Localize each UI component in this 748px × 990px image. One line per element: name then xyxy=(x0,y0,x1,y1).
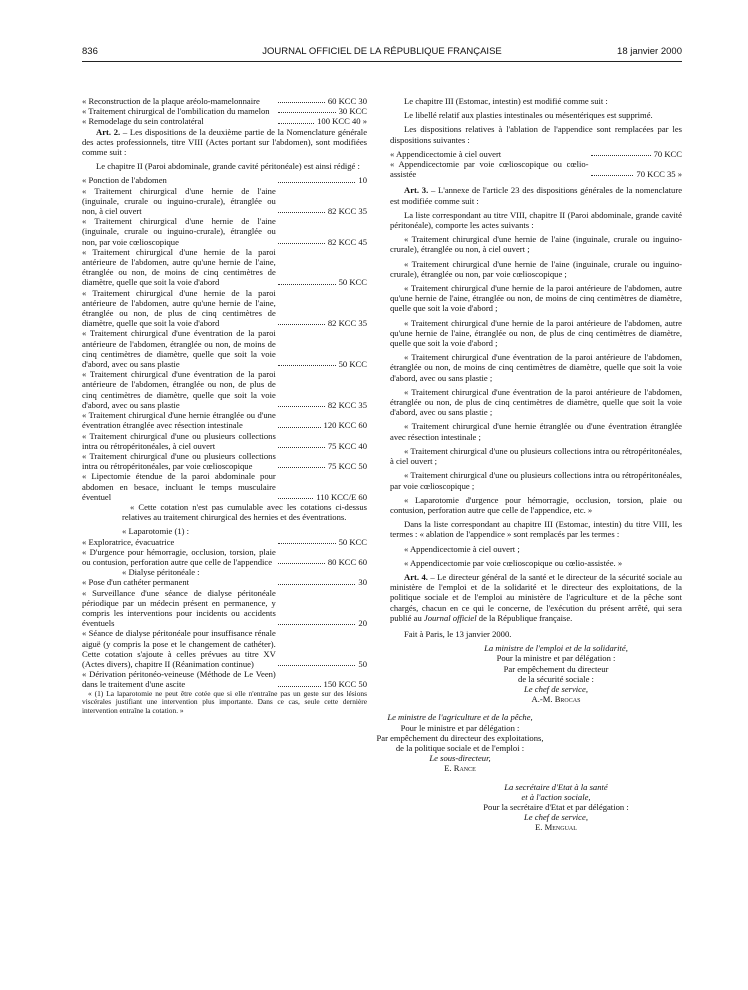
dot-leader xyxy=(278,406,325,407)
fait-a-paris: Fait à Paris, le 13 janvier 2000. xyxy=(404,628,512,639)
entry-text: « Traitement chirurgical d'une ou plusieurs collections intra ou rétropéritonéales, à ciel ouvert xyxy=(82,430,276,451)
sig2-name xyxy=(334,763,586,773)
dot-leader xyxy=(278,212,325,213)
list-intro: La liste correspondant au titre VIII, chapitre II (Paroi abdominale, grande cavité péritonéale), comporte les actes suivants : xyxy=(390,209,682,231)
page-number: 836 xyxy=(82,46,98,57)
sig3-name-prefix: E. xyxy=(535,822,545,833)
dot-leader xyxy=(278,665,356,666)
tariff-entry xyxy=(82,410,367,430)
entry-text: « Séance de dialyse péritonéale pour insuffisance rénale aiguë (y compris la pose et le changement de cathéter). Cette cotation s'ajoute à celles prévues au titre XV (Actes divers), chapitre II (Réanimation continue) xyxy=(82,628,276,669)
tariff-entry xyxy=(390,149,682,159)
entry-text: « Appendicectomie par voie cœlioscopique ou cœlio-assistée xyxy=(390,159,589,180)
entry-code: 75 KCC 40 xyxy=(327,440,367,451)
tariff-entry xyxy=(82,328,367,369)
journal-title: JOURNAL OFFICIEL DE LA RÉPUBLIQUE FRANÇAISE xyxy=(262,46,502,57)
sig1-minister: La ministre de l'emploi et de la solidarité, xyxy=(484,643,628,654)
dot-leader xyxy=(278,102,325,103)
entry-code: 30 xyxy=(358,577,367,588)
sig2-line1: Pour le ministre et par délégation : xyxy=(400,722,520,733)
sig3-name-surname: Mengual xyxy=(544,822,577,833)
tariff-entry xyxy=(82,247,367,288)
journal-officiel-ref: Journal officiel xyxy=(423,612,477,623)
tariff-entry xyxy=(82,116,367,126)
entry-code: 30 KCC xyxy=(338,106,367,117)
list-item: « Traitement chirurgical d'une éventration de la paroi antérieure de l'abdomen, étranglée ou non, de plus de cinq centimètres de diamètre, quelle que soit la voie d'abord, avec ou sans plastie ; xyxy=(390,386,682,418)
entry-text: « Traitement chirurgical d'une éventration de la paroi antérieure de l'abdomen, étranglée ou non, de moins de cinq centimètres de diamètre, quelle que soit la voie d'abord, avec ou sans plastie xyxy=(82,328,276,370)
tariff-entry xyxy=(82,451,367,471)
page-header xyxy=(82,46,682,60)
entry-code: 50 KCC xyxy=(338,359,367,370)
tariff-entry xyxy=(82,588,367,629)
dot-leader xyxy=(591,175,634,176)
tariff-entry xyxy=(82,628,367,669)
chapter-3-list-items xyxy=(390,544,682,568)
entry-code: 20 xyxy=(358,618,367,629)
tariff-entry xyxy=(82,288,367,329)
entries-group-d xyxy=(82,577,367,689)
dot-leader xyxy=(278,563,325,564)
entry-code: 82 KCC 35 xyxy=(327,318,367,329)
entry-code: 100 KCC 40 » xyxy=(317,116,367,127)
tariff-entry xyxy=(82,106,367,116)
tariff-entry xyxy=(82,175,367,185)
entry-code: 50 KCC xyxy=(338,536,367,547)
list-item: « Traitement chirurgical d'une éventration de la paroi antérieure de l'abdomen, étranglée ou non, de moins de cinq centimètres de diamètre, quelle que soit la voie d'abord, avec ou sans plastie ; xyxy=(390,352,682,383)
dot-leader xyxy=(278,365,336,366)
signature-block-3 xyxy=(430,782,682,833)
dot-leader xyxy=(278,686,321,687)
entry-text: « Dérivation péritonéo-veineuse (Méthode de Le Veen) dans le traitement d'une ascite xyxy=(82,669,276,690)
entry-text: « Traitement chirurgical d'une hernie de la paroi antérieure de l'abdomen, autre qu'une hernie de l'aine, étranglée ou non, de plus de cinq centimètres de diamètre, quelle que soit la voie d'abord xyxy=(82,287,276,329)
sig3-minister-2: et à l'action sociale, xyxy=(521,791,591,802)
dialyse-heading: « Dialyse péritonéale : xyxy=(122,567,200,578)
list-item: « Laparotomie d'urgence pour hémorragie, occlusion, torsion, plaie ou contusion, perforation autre que celle de l'appendice, etc. » xyxy=(390,494,682,515)
article-3-label: Art. 3. xyxy=(404,185,429,196)
article-3 xyxy=(390,185,682,205)
tariff-entry xyxy=(82,669,367,689)
entry-code: 120 KCC 60 xyxy=(323,420,367,431)
entry-text: « Lipectomie étendue de la paroi abdominale pour abdomen en besace, incluant le temps musculaire éventuel xyxy=(82,471,276,502)
dot-leader xyxy=(278,324,325,325)
sig2-line2: Par empêchement du directeur des exploitations, xyxy=(376,732,544,743)
entry-text: « Traitement chirurgical d'une éventration de la paroi antérieure de l'abdomen, étranglée ou non, de plus de cinq centimètres de diamètre, quelle que soit la voie d'abord, avec ou sans plastie xyxy=(82,369,276,410)
sig1-line3: de la sécurité sociale : xyxy=(518,673,594,684)
entry-code: 82 KCC 45 xyxy=(327,236,367,247)
dot-leader xyxy=(278,584,356,585)
tariff-entry xyxy=(82,471,367,502)
entry-text: « Reconstruction de la plaque aréolo-mamelonnaire xyxy=(82,96,260,106)
sig3-name xyxy=(430,822,682,832)
sig2-line3: de la politique sociale et de l'emploi : xyxy=(395,742,525,753)
sig1-line1: Pour la ministre et par délégation : xyxy=(496,653,616,664)
entry-code: 75 KCC 50 xyxy=(327,461,367,472)
entry-text: « Traitement chirurgical d'une hernie de l'aine (inguinale, crurale ou inguino-crurale), étranglée ou non, à ciel ouvert xyxy=(82,185,276,217)
entry-text: « Appendicectomie à ciel ouvert xyxy=(390,148,502,159)
entry-text: « D'urgence pour hémorragie, occlusion, torsion, plaie ou contusion, perforation autre que celle de l'appendice xyxy=(82,546,276,567)
chapter-3-list-intro: Dans la liste correspondant au chapitre III (Estomac, intestin) du titre VIII, les termes : « ablation de l'appendice » sont remplacés par les termes : xyxy=(390,519,682,540)
sig1-role: Le chef de service, xyxy=(524,683,588,694)
footnote: « (1) La laparotomie ne peut être cotée que si elle n'entraîne pas un geste sur des lésions viscérales justifiant une intervention plus importante. Dans ce cas, seule cette dernière intervention entraîne la cotation. » xyxy=(82,688,367,715)
signature-block-1 xyxy=(430,643,682,704)
tariff-entry xyxy=(82,547,367,567)
entry-text: « Traitement chirurgical d'une ou plusieurs collections intra ou rétropéritonéales, par voie cœlioscopique xyxy=(82,450,276,472)
entry-text: « Traitement chirurgical d'une hernie étranglée ou d'une éventration étranglée avec résection intestinale xyxy=(82,410,276,431)
tariff-entry xyxy=(82,577,367,587)
sig1-name-surname: Brocas xyxy=(554,694,581,705)
header-rule xyxy=(82,61,682,62)
tariff-entry xyxy=(82,369,367,410)
entry-code: 82 KCC 35 xyxy=(327,399,367,410)
entry-text: « Surveillance d'une séance de dialyse péritonéale périodique par un médecin présent en permanence, y compris les interventions pour incidents ou accidents éventuels xyxy=(82,587,276,629)
list-item: « Appendicectomie à ciel ouvert ; xyxy=(404,543,520,554)
dot-leader xyxy=(278,123,314,124)
list-item: « Traitement chirurgical d'une hernie étranglée ou d'une éventration étranglée avec résection intestinale ; xyxy=(390,421,682,442)
right-column xyxy=(376,96,683,841)
sig3-line1: Pour la secrétaire d'Etat et par délégation : xyxy=(483,801,629,812)
dot-leader xyxy=(278,467,325,468)
sig3-minister-1: La secrétaire d'Etat à la santé xyxy=(504,781,608,792)
article-4 xyxy=(390,572,682,623)
list-items xyxy=(390,234,682,515)
tariff-entry xyxy=(82,216,367,247)
sig2-minister: Le ministre de l'agriculture et de la pêche, xyxy=(387,712,533,723)
left-column xyxy=(82,96,367,715)
entry-text: « Pose d'un cathéter permanent xyxy=(82,577,190,588)
dot-leader xyxy=(278,284,336,285)
sig3-role: Le chef de service, xyxy=(524,812,588,823)
list-item: « Traitement chirurgical d'une ou plusieurs collections intra ou rétropéritonéales, par voie cœlioscopique ; xyxy=(390,470,682,491)
entry-code: 150 KCC 50 xyxy=(323,679,367,690)
dot-leader xyxy=(278,112,336,113)
dot-leader xyxy=(278,447,325,448)
entry-code: 50 KCC xyxy=(338,277,367,288)
sig2-name-prefix: E. xyxy=(444,763,454,774)
list-item: « Traitement chirurgical d'une hernie de la paroi antérieure de l'abdomen, autre qu'une hernie de l'aine, étranglée ou non, de moins de cinq centimètres de diamètre, quelle que soit la voie d'abord ; xyxy=(390,283,682,314)
entry-text: « Traitement chirurgical de l'ombilication du mamelon xyxy=(82,106,270,117)
chapter-3-line: Le chapitre III (Estomac, intestin) est modifié comme suit : xyxy=(404,96,608,106)
chapter-2-intro: Le chapitre II (Paroi abdominale, grande cavité péritonéale) est ainsi rédigé : xyxy=(96,161,360,172)
dot-leader xyxy=(278,543,336,544)
entry-code: 110 KCC/E 60 xyxy=(316,491,367,502)
entry-code: 70 KCC xyxy=(653,148,682,159)
entries-group-a xyxy=(82,96,367,127)
list-item: « Appendicectomie par voie cœlioscopique ou cœlio-assistée. » xyxy=(404,557,623,568)
laparotomie-heading: « Laparotomie (1) : xyxy=(122,526,190,537)
entry-text: « Ponction de l'abdomen xyxy=(82,175,167,186)
entry-code: 80 KCC 60 xyxy=(327,556,367,567)
list-item: « Traitement chirurgical d'une hernie de l'aine (inguinale, crurale ou inguino-crurale), étranglée ou non, par voie cœlioscopique ; xyxy=(390,258,682,279)
tariff-entry xyxy=(82,537,367,547)
tariff-entry xyxy=(82,96,367,106)
lipectomie-comment: « Cette cotation n'est pas cumulable avec les cotations ci-dessus relatives au traitement chirurgical des hernies et des éventrations. xyxy=(122,501,367,523)
entry-code: 82 KCC 35 xyxy=(327,206,367,217)
sig2-role: Le sous-directeur, xyxy=(429,753,491,764)
article-4-label: Art. 4. xyxy=(404,571,428,582)
entries-group-c xyxy=(82,537,367,568)
list-item: « Traitement chirurgical d'une ou plusieurs collections intra ou rétropéritonéales, à ciel ouvert ; xyxy=(390,445,682,467)
sig1-line2: Par empêchement du directeur xyxy=(503,663,609,674)
article-2-text: – Les dispositions de la deuxième partie de la Nomenclature générale des actes professionnels, titre VIII (Actes portant sur l'abdomen), sont modifiées comme suit : xyxy=(82,126,368,158)
entry-code: 10 xyxy=(358,175,367,186)
tariff-entry xyxy=(82,431,367,451)
sig2-name-surname: Rance xyxy=(453,763,476,774)
sig1-name-prefix: A.-M. xyxy=(531,694,555,705)
libelle-line: Le libellé relatif aux plasties intestinales ou mésentériques est supprimé. xyxy=(404,110,653,121)
appendice-entries xyxy=(390,149,682,180)
appendice-intro: Les dispositions relatives à l'ablation de l'appendice sont remplacées par les dispositions suivantes : xyxy=(390,124,682,145)
dot-leader xyxy=(278,498,313,499)
article-2 xyxy=(82,127,367,158)
dot-leader xyxy=(278,427,321,428)
signature-block-2 xyxy=(334,712,586,773)
dot-leader xyxy=(278,624,356,625)
list-item: « Traitement chirurgical d'une hernie de la paroi antérieure de l'abdomen, autre qu'une hernie de l'aine, étranglée ou non, de plus de cinq centimètres de diamètre, quelle que soit la voie d'abord ; xyxy=(390,317,682,349)
dot-leader xyxy=(278,243,325,244)
entry-code: 60 KCC 30 xyxy=(327,96,367,106)
article-2-label: Art. 2. xyxy=(96,126,121,137)
entry-code: 70 KCC 35 » xyxy=(636,169,682,180)
dot-leader xyxy=(278,182,356,183)
article-4-text-b: de la République française. xyxy=(476,612,573,623)
entry-text: « Exploratrice, évacuatrice xyxy=(82,536,175,547)
entry-text: « Remodelage du sein controlatéral xyxy=(82,116,204,127)
entries-group-b xyxy=(82,175,367,502)
sig1-name xyxy=(430,694,682,704)
entry-text: « Traitement chirurgical d'une hernie de la paroi antérieure de l'abdomen, autre qu'une hernie de l'aine, étranglée ou non, de moins de cinq centimètres de diamètre, quelle que soit la voie d'abord xyxy=(82,246,276,288)
dot-leader xyxy=(591,155,651,156)
article-4-text-a: – Le directeur général de la santé et le directeur de la sécurité sociale au ministère de l'emploi et de la solidarité et le directeur des exploitations, de la politique sociale et de l'emploi au ministère de l'agriculture et de la pêche sont chargés, chacun en ce qui le concerne, de l'exécution du présent arrêté, qui sera publié au xyxy=(390,571,683,623)
entry-code: 50 xyxy=(358,658,367,669)
tariff-entry xyxy=(390,159,682,179)
tariff-entry xyxy=(82,186,367,217)
issue-date: 18 janvier 2000 xyxy=(617,46,682,57)
list-item: « Traitement chirurgical d'une hernie de l'aine (inguinale, crurale ou inguino-crurale), étranglée ou non, à ciel ouvert ; xyxy=(390,234,682,255)
article-3-text: – L'annexe de l'article 23 des dispositions générales de la nomenclature est modifiée comme suit : xyxy=(390,185,683,206)
entry-text: « Traitement chirurgical d'une hernie de l'aine (inguinale, crurale ou inguino-crurale), étranglée ou non, par voie cœlioscopique xyxy=(82,216,276,247)
